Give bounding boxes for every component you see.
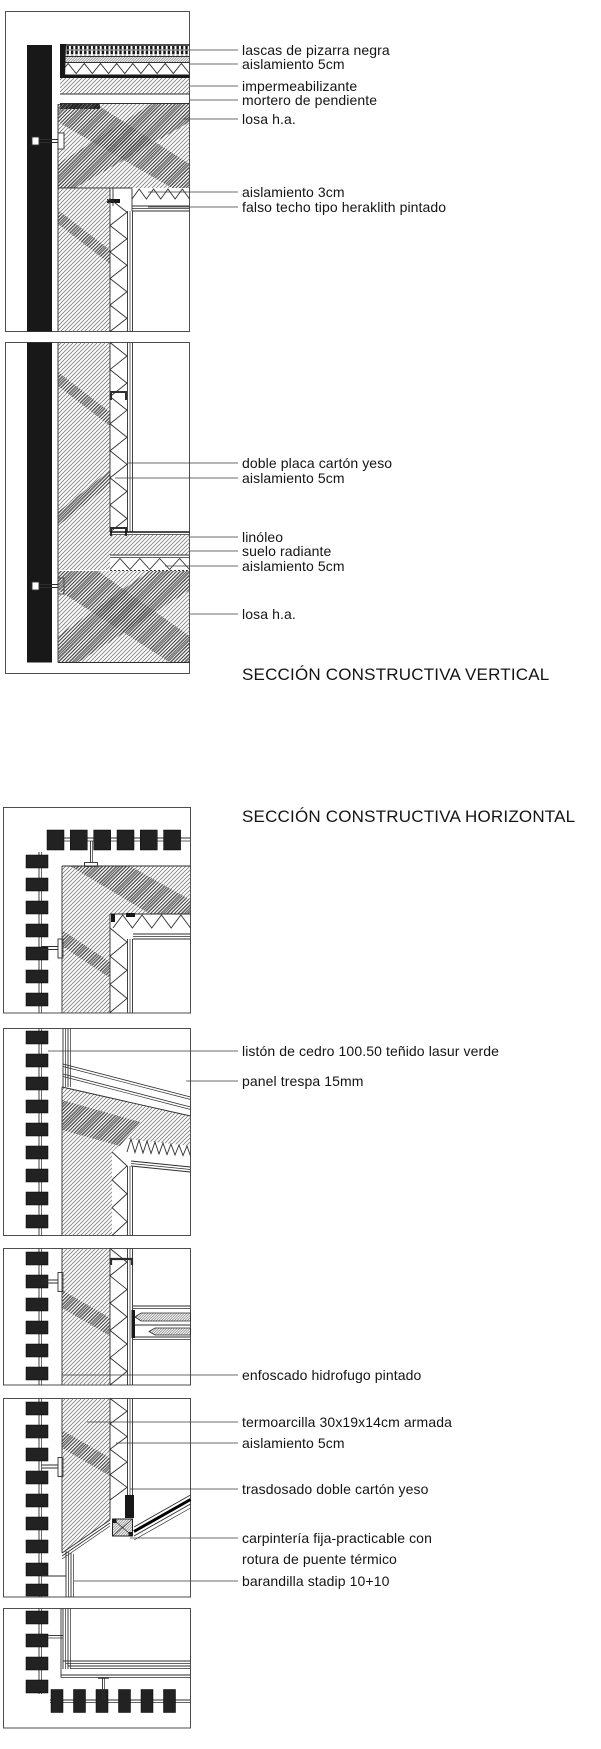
window-jamb-detail <box>26 1399 191 1598</box>
corner-detail <box>26 830 191 1013</box>
floor-layers <box>110 532 190 571</box>
wall-track-detail <box>26 1249 191 1386</box>
callout-trasdosado: trasdosado doble cartón yeso <box>242 1481 429 1497</box>
callout-rotura-puente: rotura de puente térmico <box>242 1551 397 1567</box>
roof-slab <box>58 104 190 188</box>
callout-lascas-pizarra: lascas de pizarra negra <box>242 42 390 58</box>
callout-aislamiento-h: aislamiento 5cm <box>242 1435 345 1451</box>
floor-slab <box>58 571 190 663</box>
callout-aislamiento-roof: aislamiento 5cm <box>242 56 345 72</box>
roof-layers <box>60 44 190 109</box>
callout-doble-placa: doble placa cartón yeso <box>242 455 393 471</box>
callout-mortero-pendiente: mortero de pendiente <box>242 92 378 108</box>
callout-aislamiento-floor: aislamiento 5cm <box>242 558 345 574</box>
callout-impermeabilizante: impermeabilizante <box>242 78 358 94</box>
vertical-section-drawing <box>6 12 239 674</box>
horizontal-section-drawing <box>4 808 239 1729</box>
callout-carpinteria: carpintería fija-practicable con <box>242 1530 432 1546</box>
vertical-section-title: SECCIÓN CONSTRUCTIVA VERTICAL <box>242 665 550 684</box>
callout-liston-cedro: listón de cedro 100.50 teñido lasur verde <box>242 1043 500 1059</box>
cladding-corner-detail <box>26 1029 191 1236</box>
callout-losa-roof: losa h.a. <box>242 111 296 127</box>
callout-termoarcilla: termoarcilla 30x19x14cm armada <box>242 1414 452 1430</box>
callout-aislamiento-wall: aislamiento 5cm <box>242 470 345 486</box>
callout-falso-techo: falso techo tipo heraklith pintado <box>242 199 447 215</box>
slate-cladding <box>27 45 52 663</box>
callout-losa-floor: losa h.a. <box>242 606 296 622</box>
callout-aislamiento-3cm: aislamiento 3cm <box>242 184 345 200</box>
callout-suelo-radiante: suelo radiante <box>242 543 332 559</box>
callout-enfoscado: enfoscado hidrofugo pintado <box>242 1367 422 1383</box>
suspended-ceiling <box>107 188 190 211</box>
callout-panel-trespa: panel trespa 15mm <box>242 1073 364 1089</box>
callout-barandilla: barandilla stadip 10+10 <box>242 1573 390 1589</box>
horizontal-section-title: SECCIÓN CONSTRUCTIVA HORIZONTAL <box>242 807 576 826</box>
panel-corner-detail <box>26 1609 191 1713</box>
callout-linoleo: linóleo <box>242 529 284 545</box>
